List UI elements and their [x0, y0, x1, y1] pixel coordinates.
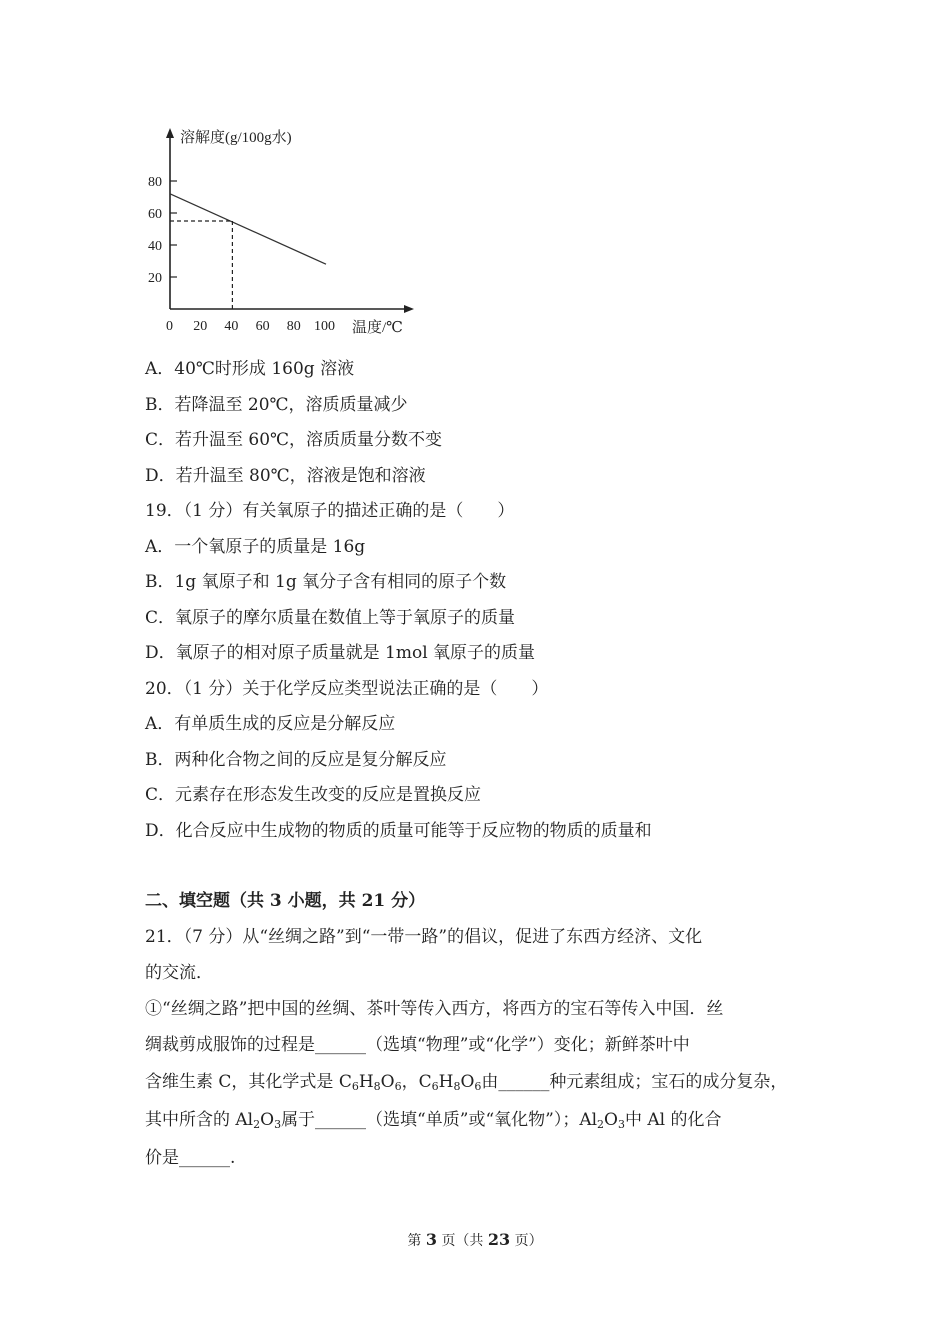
q18-option-b: B．若降温至 20℃，溶质质量减少	[145, 395, 408, 415]
q20-option-b: B．两种化合物之间的反应是复分解反应	[145, 750, 447, 770]
y-axis-arrow	[166, 128, 174, 138]
page-footer: 第 3 页（共 23 页）	[407, 1230, 543, 1249]
q20-stem: 20．（1 分）关于化学反应类型说法正确的是（ ）	[145, 679, 549, 699]
q21-line3: ①“丝绸之路”把中国的丝绸、茶叶等传入西方，将西方的宝石等传入中国．丝	[145, 999, 724, 1019]
section-heading: 二、填空题（共 3 小题，共 21 分）	[145, 891, 426, 911]
solubility-line	[170, 194, 326, 264]
y-tick-label-2: 60	[148, 207, 162, 222]
x-tick-label-3: 60	[255, 319, 270, 334]
q20-option-a: A．有单质生成的反应是分解反应	[145, 714, 396, 734]
y-tick-label-1: 40	[148, 239, 162, 254]
q18-option-a: A．40℃时形成 160g 溶液	[145, 359, 355, 379]
y-tick-label-3: 80	[148, 175, 162, 190]
x-tick-label-0: 0	[166, 319, 173, 334]
x-tick-label-2: 40	[224, 319, 239, 334]
q21-line4: 绸裁剪成服饰的过程是______（选填“物理”或“化学”）变化；新鲜茶叶中	[145, 1035, 690, 1055]
q21-line6: 其中所含的 $Al_2O_3$属于______（选填“单质”或“氧化物”）；$Al_2O_3$中 Al 的化合	[145, 1110, 722, 1131]
q19-option-c: C．氧原子的摩尔质量在数值上等于氧原子的质量	[145, 608, 516, 628]
q19-stem: 19．（1 分）有关氧原子的描述正确的是（ ）	[145, 501, 515, 521]
y-axis-label: 溶解度(g/100g水)	[180, 130, 292, 146]
x-axis-label: 温度/℃	[352, 320, 403, 336]
q20-option-c: C．元素存在形态发生改变的反应是置换反应	[145, 785, 482, 805]
y-tick-label-0: 20	[148, 271, 162, 286]
x-tick-label-5: 100	[314, 319, 335, 334]
x-tick-label-1: 20	[193, 319, 208, 334]
q19-option-a: A．一个氧原子的质量是 16g	[145, 537, 366, 557]
q18-option-c: C．若升温至 60℃，溶质质量分数不变	[145, 430, 443, 450]
q21-line7: 价是______.	[145, 1148, 236, 1168]
q20-option-d: D．化合反应中生成物的物质的质量可能等于反应物的物质的质量和	[145, 821, 652, 841]
q21-line1: 21．（7 分）从“丝绸之路”到“一带一路”的倡议，促进了东西方经济、文化	[145, 927, 703, 947]
x-tick-label-4: 80	[286, 319, 301, 334]
solubility-chart	[140, 124, 430, 340]
x-axis-arrow	[404, 305, 414, 313]
q19-option-d: D．氧原子的相对原子质量就是 1mol 氧原子的质量	[145, 643, 536, 663]
q18-option-d: D．若升温至 80℃，溶液是饱和溶液	[145, 466, 426, 486]
q21-line5: 含维生素 C，其化学式是 $C_6H_8O_6$，$C_6H_8O_6$由______种元素组成；宝石的成分复杂，	[145, 1072, 788, 1093]
q19-option-b: B．1g 氧原子和 1g 氧分子含有相同的原子个数	[145, 572, 507, 592]
q21-line2: 的交流．	[145, 963, 213, 983]
